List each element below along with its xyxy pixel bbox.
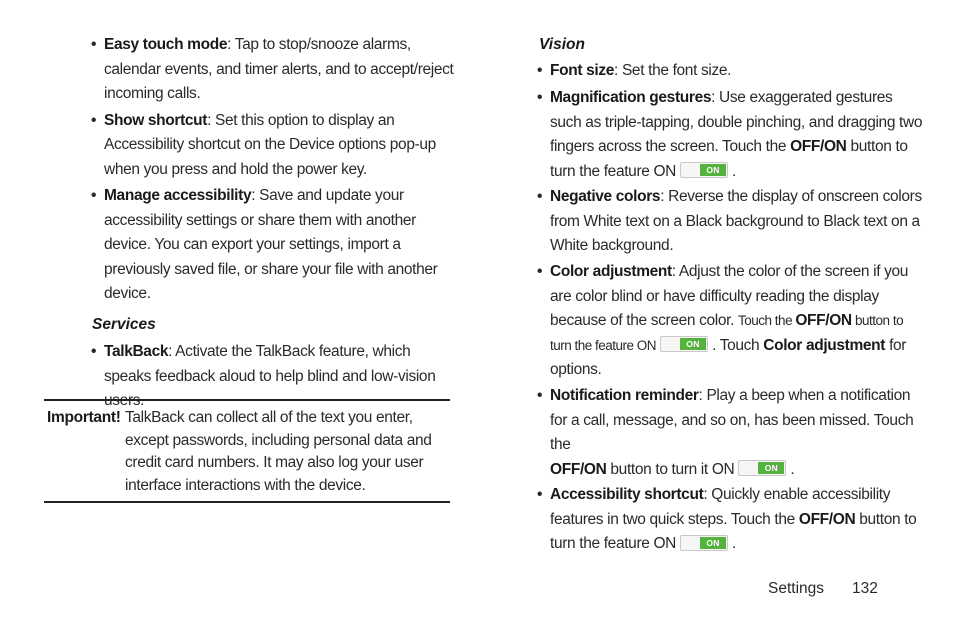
bullet-manage-accessibility — [91, 184, 461, 307]
bullet-dot: • — [537, 263, 543, 280]
description: : Use exaggerated gestures such as triple-tapping, double pinching, and dragging two fingers across the screen. Touch the — [550, 89, 923, 155]
toggle-on-label: ON — [700, 164, 726, 176]
offon-label: OFF/ON — [798, 510, 856, 528]
description: : Reverse the display of onscreen colors from White text on a Black background to Black text on a White background. — [550, 188, 922, 254]
offon-label: OFF/ON — [795, 312, 852, 329]
important-label: Important! — [47, 409, 121, 426]
bullet-notification-reminder — [537, 384, 927, 482]
bullet-color-adjustment — [537, 260, 927, 383]
bullet-dot: • — [537, 89, 543, 106]
term: Negative colors — [550, 188, 661, 205]
description: : Save and update your accessibility settings or share them with another device. You can export your settings, import a previously saved file, or share your file with another device. — [104, 187, 438, 302]
term: TalkBack — [104, 343, 169, 360]
description: : Adjust the color of the screen if you are color blind or have difficulty reading the display because of the screen color. — [550, 263, 909, 329]
bullet-dot: • — [537, 387, 543, 404]
bullet-dot: • — [91, 187, 97, 204]
bullet-magnification-gestures — [537, 86, 927, 184]
on-toggle-icon — [660, 336, 708, 352]
services-heading: Services — [92, 316, 156, 333]
bullet-dot: • — [91, 343, 97, 360]
on-toggle-icon — [680, 162, 728, 178]
bullet-dot: • — [91, 36, 97, 53]
vision-heading: Vision — [539, 36, 585, 53]
term-repeat: Color adjustment — [763, 336, 886, 354]
toggle-on-label: ON — [700, 537, 726, 549]
description-after: . Touch — [712, 336, 764, 354]
footer-section: Settings — [768, 580, 825, 597]
description: : Set this option to display an Accessibility shortcut on the Device options pop-up when you press and hold the power key. — [104, 111, 436, 178]
description: : Tap to stop/snooze alarms, calendar events, and timer alerts, and to accept/reject incoming calls. — [104, 36, 454, 102]
description-end: for options. — [550, 336, 907, 378]
on-toggle-icon — [680, 535, 728, 551]
description-tail: button to turn the feature ON — [550, 138, 908, 180]
period: . — [732, 535, 736, 552]
page-number: 132 — [852, 580, 878, 597]
important-note — [44, 399, 450, 503]
term: Accessibility shortcut — [550, 486, 704, 503]
description-tail: button to turn it ON — [606, 460, 735, 478]
bullet-dot: • — [537, 188, 543, 205]
term: Show shortcut — [104, 111, 208, 129]
bullet-negative-colors — [537, 185, 927, 259]
bullet-font-size — [537, 59, 927, 84]
bullet-dot: • — [537, 486, 543, 503]
offon-label: OFF/ON — [790, 138, 847, 155]
term: Magnification gestures — [550, 89, 712, 106]
bullet-easy-touch-mode — [91, 33, 461, 107]
toggle-on-label: ON — [680, 338, 706, 350]
term: Notification reminder — [550, 387, 699, 404]
term: Color adjustment — [550, 263, 672, 280]
period: . — [732, 162, 736, 180]
term: Font size — [550, 62, 615, 79]
description: : Set the font size. — [614, 62, 732, 79]
description: : Play a beep when a notification for a call, message, and so on, has been missed. Touch the — [550, 387, 914, 453]
period: . — [790, 460, 795, 478]
bullet-dot: • — [91, 111, 97, 129]
term: Manage accessibility — [104, 187, 252, 204]
bullet-show-shortcut — [91, 109, 461, 183]
bullet-dot: • — [537, 62, 543, 79]
description: : Quickly enable accessibility features in two quick steps. Touch the — [550, 486, 891, 528]
on-toggle-icon — [738, 460, 786, 476]
important-text: TalkBack can collect all of the text you enter, except passwords, including personal data and credit card numbers. It may also log your user interface interactions with the device. — [125, 409, 432, 494]
left-column — [0, 0, 470, 409]
term: Easy touch mode — [104, 36, 228, 53]
bullet-accessibility-shortcut — [537, 483, 927, 557]
toggle-on-label: ON — [758, 462, 784, 474]
description-small: button to turn the feature ON — [550, 313, 904, 353]
description-tail: button to turn the feature ON — [550, 510, 917, 552]
description-small: Touch the — [738, 313, 796, 328]
offon-label: OFF/ON — [550, 460, 607, 478]
description: : Activate the TalkBack feature, which speaks feedback aloud to help blind and low-vision users. — [104, 343, 436, 409]
